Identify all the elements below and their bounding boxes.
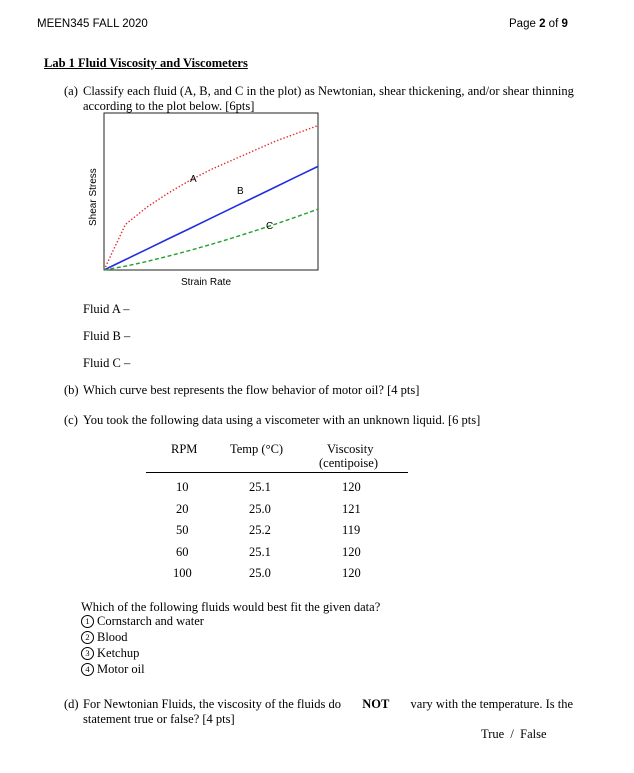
option-number-2: 2 xyxy=(81,631,94,644)
part-a-label: (a) xyxy=(64,84,78,98)
option-1[interactable] xyxy=(81,614,204,629)
col-header-rpm: RPM xyxy=(171,442,198,456)
lab-title: Lab 1 Fluid Viscosity and Viscometers xyxy=(44,56,248,70)
part-c-label: (c) xyxy=(64,413,78,427)
part-a-line1: Classify each fluid (A, B, and C in the plot) as Newtonian, shear thickening, and/or shear thinning xyxy=(83,84,574,98)
col-header-units: (centipoise) xyxy=(319,456,379,470)
annotation-a: A xyxy=(190,174,197,185)
series-line-a xyxy=(104,126,318,270)
fluid-c-answer: Fluid C – xyxy=(83,356,131,370)
table-cell: 10 xyxy=(176,480,189,494)
col-header-temp: Temp (°C) xyxy=(230,442,284,456)
col-header-viscosity: Viscosity xyxy=(327,442,374,456)
true-false-choice[interactable]: True / False xyxy=(481,727,547,741)
part-a-line2: according to the plot below. [6pts] xyxy=(83,99,255,113)
table-header-rule xyxy=(146,472,408,473)
option-number-1: 1 xyxy=(81,615,94,628)
table-cell: 25.0 xyxy=(249,566,271,580)
y-axis-label: Shear Stress xyxy=(88,168,99,226)
table-cell: 50 xyxy=(176,523,189,537)
option-text-2: Blood xyxy=(97,630,128,644)
part-d-line1-bold: NOT xyxy=(362,697,390,711)
part-d-line1 xyxy=(83,697,573,712)
fluid-a-answer: Fluid A – xyxy=(83,302,130,316)
part-c-question: You took the following data using a viscometer with an unknown liquid. [6 pts] xyxy=(83,413,481,427)
fluid-b-answer: Fluid B – xyxy=(83,329,131,343)
option-text-4: Motor oil xyxy=(97,662,145,676)
option-text-1: Cornstarch and water xyxy=(97,614,204,628)
part-b-question: Which curve best represents the flow behavior of motor oil? [4 pts] xyxy=(83,383,420,397)
page-current: 2 xyxy=(539,18,546,30)
x-axis-label: Strain Rate xyxy=(181,277,232,288)
table-cell: 120 xyxy=(342,545,361,559)
annotation-b: B xyxy=(237,186,244,197)
page-total: 9 xyxy=(561,18,568,30)
table-cell: 100 xyxy=(173,566,192,580)
part-d-question xyxy=(83,697,573,727)
option-number-4: 4 xyxy=(81,663,94,676)
table-cell: 25.0 xyxy=(249,502,271,516)
series-line-b xyxy=(104,166,318,270)
option-2[interactable] xyxy=(81,630,128,645)
table-cell: 25.1 xyxy=(249,545,271,559)
table-cell: 60 xyxy=(176,545,189,559)
part-d-label: (d) xyxy=(64,697,79,711)
table-cell: 25.1 xyxy=(249,480,271,494)
chart-plot-area xyxy=(104,113,318,270)
option-3[interactable] xyxy=(81,646,139,661)
mc-question: Which of the following fluids would best fit the given data? xyxy=(81,600,381,614)
table-cell: 25.2 xyxy=(249,523,271,537)
option-number-3: 3 xyxy=(81,647,94,660)
part-d-line1-pre: For Newtonian Fluids, the viscosity of the fluids do xyxy=(83,697,341,711)
part-d-line2: statement true or false? [4 pts] xyxy=(83,712,235,726)
table-cell: 120 xyxy=(342,566,361,580)
option-text-3: Ketchup xyxy=(97,646,140,660)
table-cell: 20 xyxy=(176,502,189,516)
option-4[interactable] xyxy=(81,662,145,677)
part-b-label: (b) xyxy=(64,383,79,397)
page-of: of xyxy=(548,18,559,30)
table-cell: 119 xyxy=(342,523,361,537)
table-cell: 120 xyxy=(342,480,361,494)
page-indicator xyxy=(509,18,568,30)
table-cell: 121 xyxy=(342,502,361,516)
page-prefix: Page xyxy=(509,18,536,30)
shear-stress-chart xyxy=(70,108,340,293)
part-d-line1-post: vary with the temperature. Is the xyxy=(410,697,573,711)
annotation-c: C xyxy=(266,221,274,232)
course-header: MEEN345 FALL 2020 xyxy=(37,18,148,30)
